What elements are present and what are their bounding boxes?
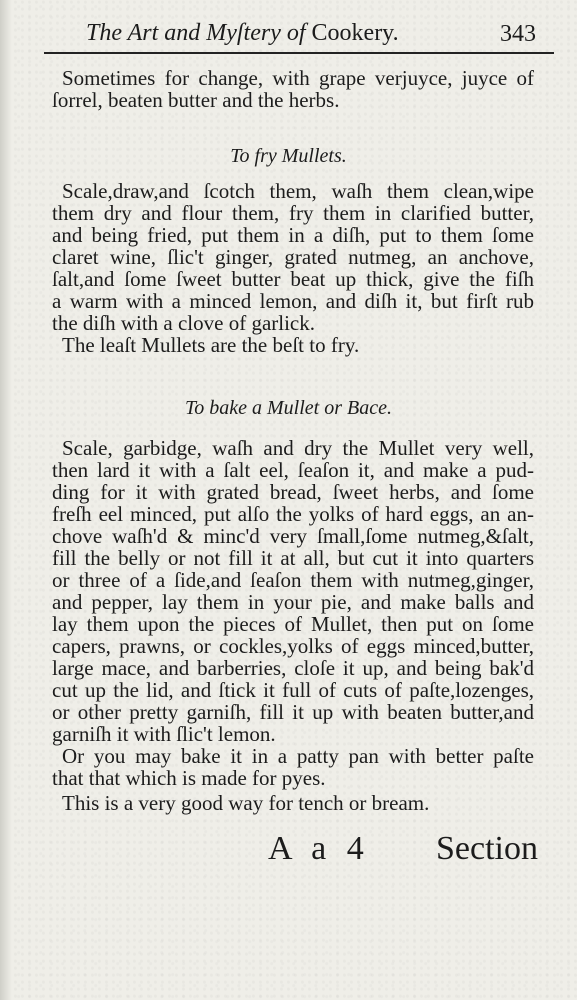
catchword: Section bbox=[436, 830, 538, 867]
text-line: claret wine, ſlic't ginger, grated nutmeg, an anchove, bbox=[52, 245, 534, 269]
text-line: ſalt,and ſome ſweet butter beat up thick, give the fiſh bbox=[52, 267, 534, 291]
text-line: then lard it with a ſalt eel, ſeaſon it, and make a pud- bbox=[52, 458, 534, 482]
text-line: lay them upon the pieces of Mullet, then put on ſome bbox=[52, 612, 534, 636]
text-line: and pepper, lay them in your pie, and make balls and bbox=[52, 590, 534, 614]
text-line: ding for it with grated bread, ſweet herbs, and ſome bbox=[52, 480, 534, 504]
text-line: that that which is made for pyes. bbox=[52, 766, 326, 790]
text-line: cut up the lid, and ſtick it full of cuts of paſte,lozenges, bbox=[52, 678, 534, 702]
header-rule bbox=[44, 52, 554, 54]
text-line: the diſh with a clove of garlick. bbox=[52, 311, 316, 335]
running-title-roman: Cookery. bbox=[311, 20, 399, 46]
text-line: or other pretty garniſh, fill it up with beaten butter,and bbox=[52, 700, 534, 724]
text-line: Or you may bake it in a patty pan with better paſte bbox=[62, 744, 534, 768]
text-line: a warm with a minced lemon, and diſh it, but firſt rub bbox=[52, 289, 534, 313]
text-line: This is a very good way for tench or bream. bbox=[62, 791, 430, 815]
running-title bbox=[86, 20, 399, 47]
text-line: Scale, garbidge, waſh and dry the Mullet very well, bbox=[62, 436, 534, 460]
text-line: them dry and flour them, fry them in clarified butter, bbox=[52, 201, 534, 225]
text-line: chove waſh'd & minc'd very ſmall,ſome nutmeg,&ſalt, bbox=[52, 524, 534, 548]
text-line: fill the belly or not fill it at all, but cut it into quarters bbox=[52, 546, 534, 570]
running-title-italic: The Art and Myſtery of bbox=[86, 20, 312, 46]
text-line: garniſh it with ſlic't lemon. bbox=[52, 722, 276, 746]
page-number: 343 bbox=[500, 21, 536, 47]
text-line: large mace, and barberries, cloſe it up, and being bak'd bbox=[52, 656, 534, 680]
text-line: Scale,draw,and ſcotch them, waſh them clean,wipe bbox=[62, 179, 534, 203]
text-line: capers, prawns, or cockles,yolks of eggs minced,butter, bbox=[52, 634, 534, 658]
text-line: Sometimes for change, with grape verjuyce, juyce of bbox=[62, 66, 534, 90]
text-line: The leaſt Mullets are the beſt to fry. bbox=[62, 333, 360, 357]
text-line: freſh eel minced, put alſo the yolks of hard eggs, an an- bbox=[52, 502, 534, 526]
text-line: ſorrel, beaten butter and the herbs. bbox=[52, 88, 340, 112]
recipe-heading: To bake a Mullet or Bace. bbox=[184, 397, 392, 419]
recipe-heading: To fry Mullets. bbox=[230, 145, 347, 167]
text-line: and being fried, put them in a diſh, put to them ſome bbox=[52, 223, 534, 247]
text-line: or three of a ſide,and ſeaſon them with nutmeg,ginger, bbox=[52, 568, 534, 592]
running-header bbox=[86, 20, 536, 50]
signature-mark: A a 4 bbox=[268, 830, 370, 867]
